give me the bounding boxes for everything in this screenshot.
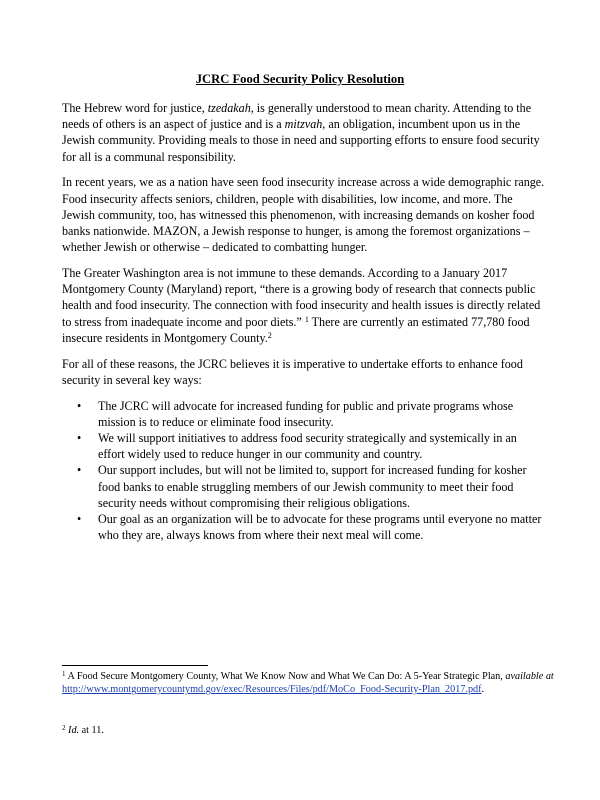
paragraph-tzedakah <box>62 100 546 165</box>
footnote-available-at: available at <box>505 671 554 682</box>
bullet-list <box>62 398 546 544</box>
list-item <box>62 398 546 430</box>
paragraph-text: , an obligation, incumbent upon us in the Jewish community. Providing meals to those in need and supporting efforts to ensure food security for all is a communal responsibility. <box>62 117 540 164</box>
list-item-text: The JCRC will advocate for increased funding for public and private programs whose mission is to reduce or eliminate food insecurity. <box>98 398 514 429</box>
paragraph-greater-washington <box>62 265 546 346</box>
list-item <box>62 511 546 543</box>
list-item-text: We will support initiatives to address food security strategically and systemically in an effort widely used to reduce hunger in our community and country. <box>98 431 517 462</box>
list-item <box>62 462 546 511</box>
paragraph-key-ways: For all of these reasons, the JCRC believes it is imperative to undertake efforts to enhance food security in several key ways: <box>62 356 523 387</box>
footnote-1 <box>62 670 562 696</box>
list-item <box>62 430 546 462</box>
footnotes <box>62 670 562 738</box>
footnote-2 <box>62 724 562 737</box>
italic-term-mitzvah: mitzvah <box>284 117 323 132</box>
bullet-icon: • <box>77 512 82 527</box>
footnote-text: A Food Secure Montgomery County, What We Know Now and What We Can Do: A 5-Year Strategic Plan, <box>65 671 506 682</box>
footnote-ref-2[interactable]: 2 <box>267 330 272 340</box>
paragraph-text: The Hebrew word for justice, <box>62 101 208 115</box>
paragraph-text: , is generally understood to mean charity. Attending to the needs of others is an aspect of justice and is a <box>62 101 532 132</box>
footnote-id: Id. <box>68 725 80 737</box>
bullet-icon: • <box>77 463 82 478</box>
document-body <box>62 100 546 543</box>
list-item-text: Our support includes, but will not be limited to, support for increased funding for kosher food banks to enable struggling members of our Jewish community to meet their food security needs without compromising their religious obligations. <box>98 463 527 510</box>
paragraph-text: The Greater Washington area is not immune to these demands. According to a January 2017 Montgomery County (Maryland) report, “there is a growing body of research that connects public health and food insecurity. The connection with food insecurity and health issues is directly related to stress from inadequate income and poor diets.” <box>62 266 541 329</box>
footnote-ref-1[interactable]: 1 <box>304 314 309 324</box>
footnote-period: . <box>481 684 485 696</box>
bullet-icon: • <box>77 398 82 413</box>
footnote-text: at 11. <box>79 725 104 737</box>
footnote-number: 2 <box>62 724 66 733</box>
italic-term-tzedakah: tzedakah <box>207 101 251 115</box>
bullet-icon: • <box>77 431 82 446</box>
footnote-separator <box>62 665 208 666</box>
paragraph-text: There are currently an estimated 77,780 food insecure residents in Montgomery County. <box>62 314 530 345</box>
list-item-text: Our goal as an organization will be to advocate for these programs until everyone no matter who they are, always knows from where their next meal will come. <box>98 512 542 543</box>
footnote-number: 1 <box>62 670 66 678</box>
paragraph-national-trend: In recent years, we as a nation have seen food insecurity increase across a wide demographic range. Food insecurity affects seniors, children, people with disabilities, low income, and more. The Jewish community, too, has witnessed this phenomenon, with increasing demands on kosher food banks nationwide. MAZON, a Jewish response to hunger, is among the foremost organizations – whether Jewish or otherwise – dedicated to combatting hunger. <box>62 175 545 255</box>
document-title: JCRC Food Security Policy Resolution <box>195 72 405 86</box>
footnote-link[interactable]: http://www.montgomerycountymd.gov/exec/Resources/Files/pdf/MoCo_Food-Security-Plan_2017.pdf <box>62 684 482 696</box>
